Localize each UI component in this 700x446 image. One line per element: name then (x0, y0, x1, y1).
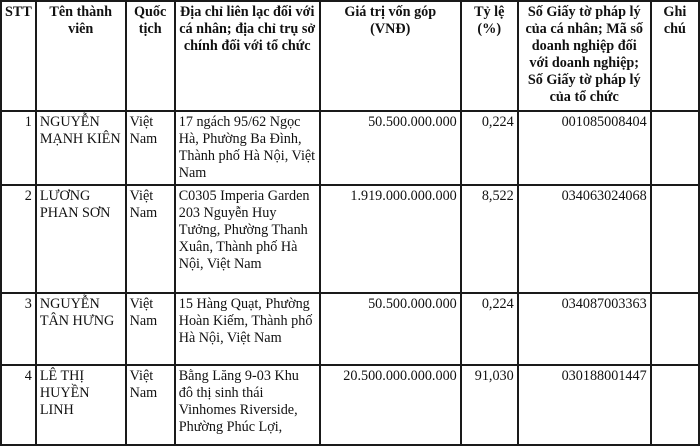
header-capital: Giá trị vốn góp (VNĐ) (320, 1, 461, 111)
header-ratio: Tỷ lệ (%) (461, 1, 518, 111)
cell-note (651, 185, 699, 293)
cell-note (651, 111, 699, 185)
cell-name: LƯƠNG PHAN SƠN (36, 185, 126, 293)
cell-note (651, 293, 699, 365)
cell-capital: 50.500.000.000 (320, 293, 461, 365)
cell-stt: 4 (1, 365, 36, 445)
header-stt: STT (1, 1, 36, 111)
cell-legal-id: 001085008404 (518, 111, 651, 185)
cell-address: 17 ngách 95/62 Ngọc Hà, Phường Ba Đình, Thành phố Hà Nội, Việt Nam (175, 111, 320, 185)
header-nationality: Quốc tịch (126, 1, 175, 111)
header-address: Địa chỉ liên lạc đối với cá nhân; địa chỉ trụ sở chính đối với tổ chức (175, 1, 320, 111)
cell-legal-id: 034063024068 (518, 185, 651, 293)
table-row (1, 185, 699, 293)
cell-nationality: Việt Nam (126, 365, 175, 445)
cell-name: NGUYỄN MẠNH KIÊN (36, 111, 126, 185)
cell-stt: 1 (1, 111, 36, 185)
cell-capital: 20.500.000.000.000 (320, 365, 461, 445)
header-row (1, 1, 699, 111)
cell-stt: 2 (1, 185, 36, 293)
cell-ratio: 91,030 (461, 365, 518, 445)
header-note: Ghi chú (651, 1, 699, 111)
cell-name: LÊ THỊ HUYỀN LINH (36, 365, 126, 445)
cell-address: Bằng Lăng 9-03 Khu đô thị sinh thái Vinhomes Riverside, Phường Phúc Lợi, (175, 365, 320, 445)
cell-address: C0305 Imperia Garden 203 Nguyễn Huy Tưởng, Phường Thanh Xuân, Thành phố Hà Nội, Việt Nam (175, 185, 320, 293)
cell-capital: 50.500.000.000 (320, 111, 461, 185)
header-legal-id: Số Giấy tờ pháp lý của cá nhân; Mã số doanh nghiệp đối với doanh nghiệp; Số Giấy tờ pháp lý của tổ chức (518, 1, 651, 111)
table-row (1, 365, 699, 445)
cell-legal-id: 030188001447 (518, 365, 651, 445)
cell-ratio: 0,224 (461, 111, 518, 185)
table-row (1, 293, 699, 365)
cell-ratio: 8,522 (461, 185, 518, 293)
cell-ratio: 0,224 (461, 293, 518, 365)
cell-address: 15 Hàng Quạt, Phường Hoàn Kiếm, Thành phố Hà Nội, Việt Nam (175, 293, 320, 365)
cell-nationality: Việt Nam (126, 185, 175, 293)
cell-name: NGUYỄN TÂN HƯNG (36, 293, 126, 365)
header-name: Tên thành viên (36, 1, 126, 111)
cell-nationality: Việt Nam (126, 111, 175, 185)
cell-legal-id: 034087003363 (518, 293, 651, 365)
cell-nationality: Việt Nam (126, 293, 175, 365)
cell-capital: 1.919.000.000.000 (320, 185, 461, 293)
cell-stt: 3 (1, 293, 36, 365)
table-row (1, 111, 699, 185)
cell-note (651, 365, 699, 445)
